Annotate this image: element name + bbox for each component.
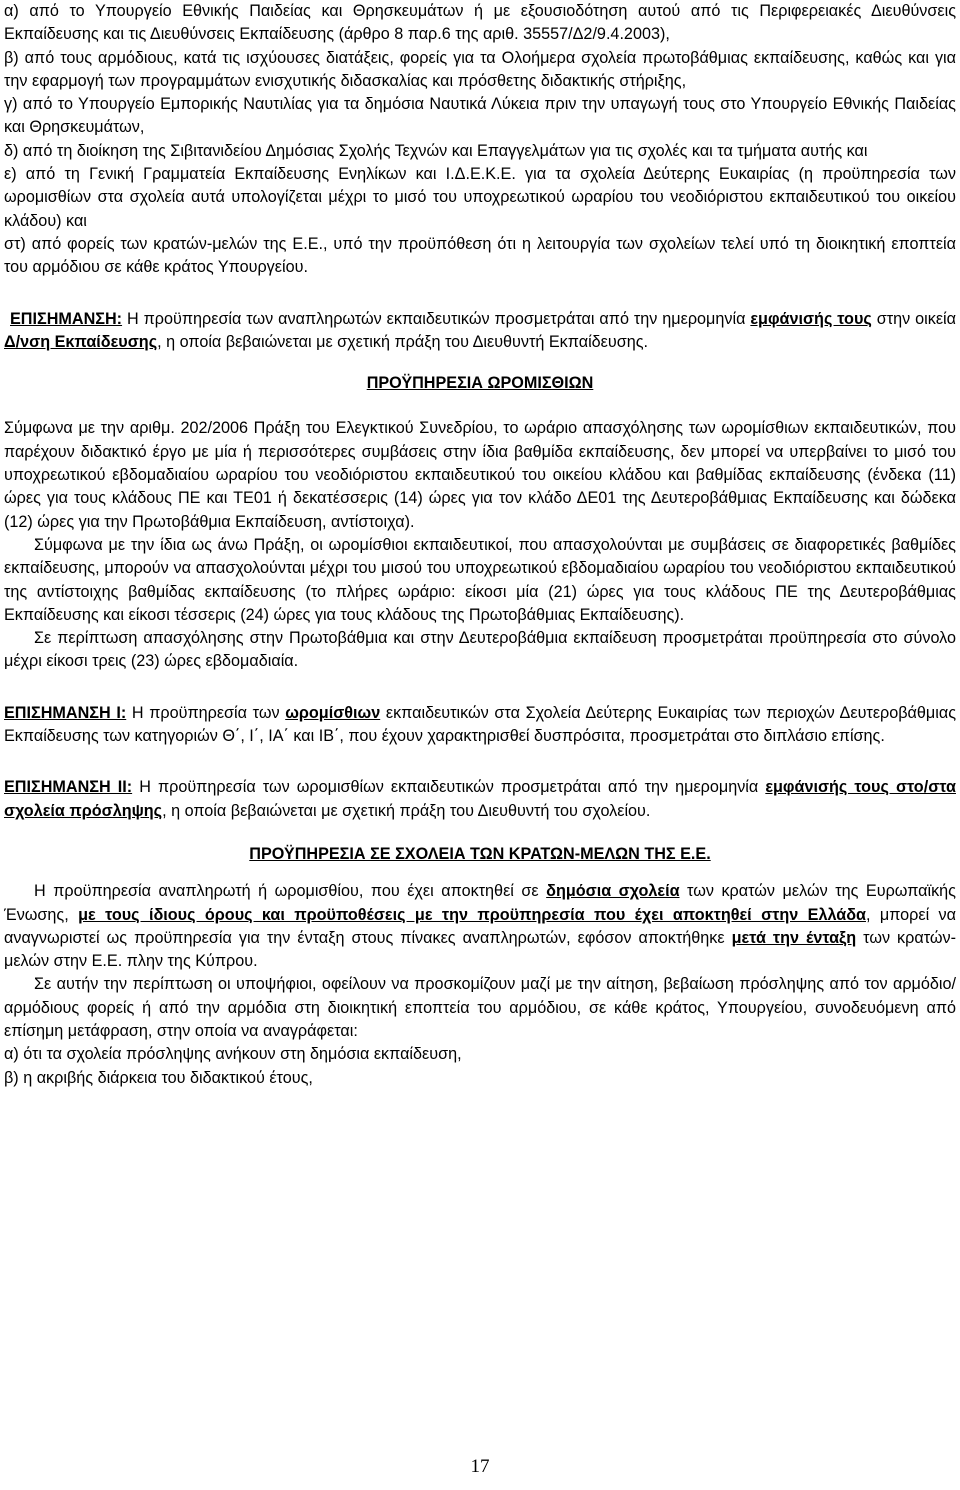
note-text: Η προϋπηρεσία των bbox=[126, 703, 286, 722]
list-item-c: γ) από το Υπουργείο Εμπορικής Ναυτιλίας για τα δημόσια Ναυτικά Λύκεια πριν την υπαγωγή τους στο Υπουργείο Εθνικής Παιδείας και Θρησκευμάτων, bbox=[4, 95, 956, 137]
page-number: 17 bbox=[470, 1456, 490, 1477]
emphasis: δημόσια σχολεία bbox=[546, 882, 680, 901]
note-emphasis: εμφάνισής τους bbox=[750, 309, 872, 328]
note-label: ΕΠΙΣΗΜΑΝΣΗ ΙΙ: bbox=[4, 778, 133, 797]
list-item-e: ε) από τη Γενική Γραμματεία Εκπαίδευσης Ενηλίκων και Ι.Δ.Ε.Κ.Ε. για τα σχολεία Δεύτερης Ευκαιρίας (η προϋπηρεσία των ωρομισθίων στα σχολεία αυτά υπολογίζεται μέχρι το μισό του υποχρεωτικού ωραρίου του νεοδιόριστου εκπαιδευτικού του οικείου κλάδου) και bbox=[4, 165, 956, 230]
note-paragraph-3 bbox=[4, 776, 956, 823]
text-run: των κρατών μελών της Ευρωπαϊκής Ένωσης, bbox=[4, 882, 956, 924]
text-run: των κρατών-μελών στην Ε.Ε. πλην της Κύπρου. bbox=[4, 928, 956, 971]
section-title-eu-service: ΠΡΟΫΠΗΡΕΣΙΑ ΣΕ ΣΧΟΛΕΙΑ ΤΩΝ ΚΡΑΤΩΝ-ΜΕΛΩΝ ΤΗΣ Ε.Ε. bbox=[249, 844, 711, 863]
paragraph: Σε αυτήν την περίπτωση οι υποψήφιοι, οφείλουν να προσκομίζουν μαζί με την αίτηση, βεβαίωση πρόσληψης από τον αρμόδιο/αρμόδιους φορείς ή από την αρμόδια στη διοικητική εποπτεία του αρμόδιου, σε κάθε κράτος, Υπουργείου, συνοδευόμενη από επίσημη μετάφραση, στην οποία να αναγράφεται: bbox=[4, 975, 956, 1040]
note-label: ΕΠΙΣΗΜΑΝΣΗ Ι: bbox=[4, 703, 127, 722]
note-text: στην οικεία bbox=[871, 309, 957, 328]
list-item-d: δ) από τη διοίκηση της Σιβιτανιδείου Δημόσιας Σχολής Τεχνών και Επαγγελμάτων για τις σχολές και τα τμήματα αυτής και bbox=[4, 141, 868, 160]
note-text: Η προϋπηρεσία των ωρομισθίων εκπαιδευτικών προσμετράται από την ημερομηνία bbox=[132, 778, 766, 797]
emphasis: μετά την ένταξη bbox=[731, 928, 857, 947]
note-emphasis: Δ/νση Εκπαίδευσης bbox=[4, 332, 158, 351]
note-paragraph-2 bbox=[4, 702, 956, 749]
text-run: Η προϋπηρεσία αναπληρωτή ή ωρομισθίου, που έχει αποκτηθεί σε bbox=[34, 882, 547, 901]
note-text: , η οποία βεβαιώνεται με σχετική πράξη του Διευθυντή του σχολείου. bbox=[162, 801, 651, 820]
list-item-b: β) από τους αρμόδιους, κατά τις ισχύουσες διατάξεις, φορείς για τα Ολοήμερα σχολεία πρωτοβάθμιας εκπαίδευσης, καθώς και για την εφαρμογή των προγραμμάτων ενισχυτικής διδασκαλίας και πρόσθετης διδακτικής στήριξης, bbox=[4, 48, 956, 90]
section-title-hourly-service: ΠΡΟΫΠΗΡΕΣΙΑ ΩΡΟΜΙΣΘΙΩΝ bbox=[366, 374, 594, 393]
note-text: Η προϋπηρεσία των αναπληρωτών εκπαιδευτικών προσμετράται από την ημερομηνία bbox=[122, 309, 751, 328]
note-label: ΕΠΙΣΗΜΑΝΣΗ: bbox=[10, 309, 123, 328]
document-page bbox=[4, 0, 956, 1090]
list-item-a: α) από το Υπουργείο Εθνικής Παιδείας και Θρησκευμάτων ή με εξουσιοδότηση αυτού από τις Περιφερειακές Διευθύνσεις Εκπαίδευσης και τις Διευθύνσεις Εκπαίδευσης (άρθρο 8 παρ.6 της αριθ. 35557/Δ2/9.4.2003), bbox=[4, 2, 956, 44]
text-run: , μπορεί να αναγνωριστεί ως προϋπηρεσία για την ένταξη στους πίνακες αναπληρωτών, εφόσον αποκτήθηκε bbox=[4, 905, 957, 947]
list-item: α) ότι τα σχολεία πρόσληψης ανήκουν στη δημόσια εκπαίδευση, bbox=[4, 1045, 462, 1064]
emphasis: με τους ίδιους όρους και προϋποθέσεις με την προϋπηρεσία που έχει αποκτηθεί στην Ελλάδα bbox=[78, 905, 866, 924]
paragraph bbox=[4, 880, 956, 973]
note-text: εκπαιδευτικών στα Σχολεία Δεύτερης Ευκαιρίας των περιοχών Δευτεροβάθμιας Εκπαίδευσης των κατηγοριών Θ΄, Ι΄, ΙΑ΄ και ΙΒ΄, που έχουν χαρακτηρισθεί δυσπρόσιτα, προσμετράται στο διπλάσιο επίσης. bbox=[4, 703, 957, 746]
paragraph: Σύμφωνα με την ίδια ως άνω Πράξη, οι ωρομίσθιοι εκπαιδευτικοί, που απασχολούνται με συμβάσεις σε διαφορετικές βαθμίδες εκπαίδευσης, μπορούν να απασχολούνται μέχρι του μισού του υποχρεωτικού εβδομαδιαίου ωραρίου του νεοδιόριστου εκπαιδευτικού της αντίστοιχης βαθμίδας εκπαίδευσης (το πλήρες ωράριο: είκοσι μία (21) ώρες για τους κλάδους ΠΕ της Δευτεροβάθμιας Εκπαίδευσης και είκοσι τέσσερις (24) ώρες για τους κλάδους της Πρωτοβάθμιας Εκπαίδευσης). bbox=[4, 535, 956, 624]
list-item: β) η ακριβής διάρκεια του διδακτικού έτους, bbox=[4, 1068, 313, 1087]
note-emphasis: ωρομίσθιων bbox=[285, 703, 381, 722]
note-paragraph-1 bbox=[4, 308, 956, 355]
note-text: , η οποία βεβαιώνεται με σχετική πράξη του Διευθυντή Εκπαίδευσης. bbox=[157, 332, 649, 351]
list-item-f: στ) από φορείς των κρατών-μελών της Ε.Ε., υπό την προϋπόθεση ότι η λειτουργία των σχολείων τελεί υπό τη διοικητική εποπτεία του αρμόδιου σε κάθε κράτος Υπουργείου. bbox=[4, 234, 956, 277]
paragraph: Σύμφωνα με την αριθμ. 202/2006 Πράξη του Ελεγκτικού Συνεδρίου, το ωράριο απασχόλησης των ωρομίσθιων εκπαιδευτικών, που παρέχουν διδακτικό έργο με μία ή περισσότερες συμβάσεις στην ίδια βαθμίδα εκπαίδευσης, δεν μπορεί να υπερβαίνει το μισό του υποχρεωτικού εβδομαδιαίου ωραρίου του νεοδιόριστου εκπαιδευτικού του οικείου κλάδου και βαθμίδας εκπαίδευσης (ένδεκα (11) ώρες για τους κλάδους ΠΕ και ΤΕ01 ή δεκατέσσερις (14) ώρες για τον κλάδο ΔΕ01 της Δευτεροβάθμιας Εκπαίδευσης και δώδεκα (12) ώρες για την Πρωτοβάθμια Εκπαίδευση, αντίστοιχα). bbox=[4, 419, 956, 531]
paragraph: Σε περίπτωση απασχόλησης στην Πρωτοβάθμια και στην Δευτεροβάθμια εκπαίδευση προσμετράται προϋπηρεσία στο σύνολο μέχρι είκοσι τρεις (23) ώρες εβδομαδιαία. bbox=[4, 629, 956, 671]
note-emphasis: εμφάνισής τους στο/στα σχολεία πρόσληψης bbox=[4, 778, 956, 820]
